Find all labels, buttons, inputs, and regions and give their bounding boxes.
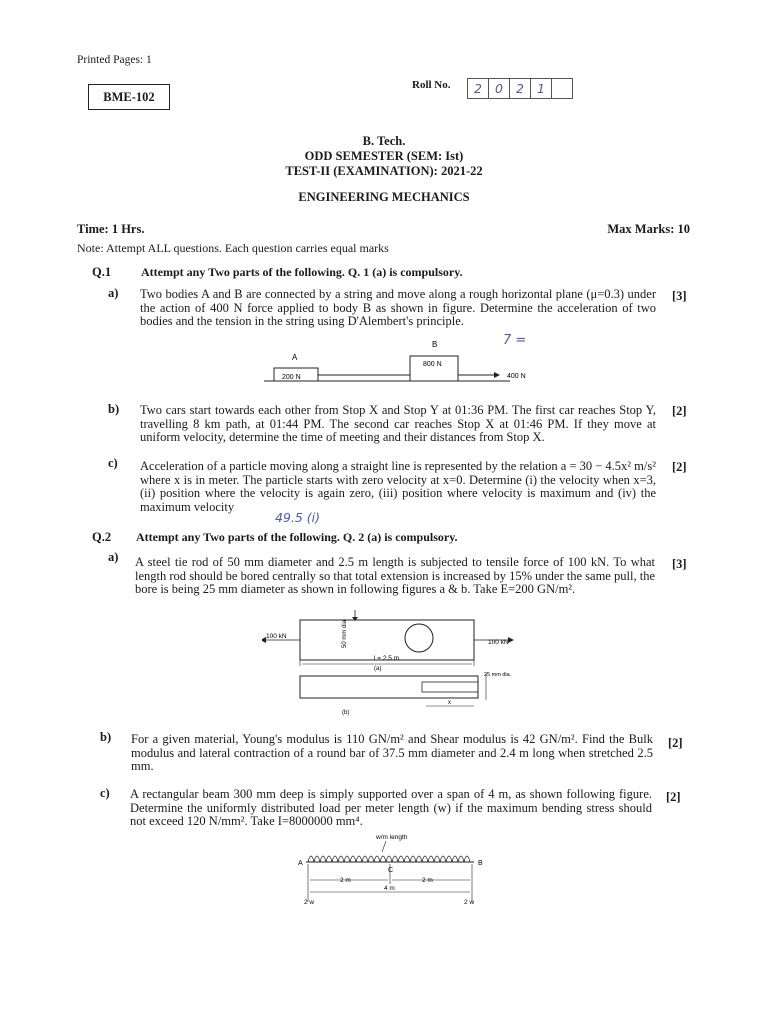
q2c-text: A rectangular beam 300 mm deep is simply supported over a span of 4 m, as shown following figure. Determine the uniformly distributed load per meter length (w) if the maximum bending stress should not exceed 120 N/mm². Take I=8000000 mm⁴. <box>130 787 652 828</box>
q2-number: Q.2 <box>92 530 112 544</box>
program-title: B. Tech. <box>362 134 406 148</box>
exam-title: TEST-II (EXAMINATION): 2021-22 <box>285 164 483 178</box>
body-b <box>410 356 458 381</box>
q1a-text: Two bodies A and B are connected by a string and move along a rough horizontal plane (μ=0.3) under the action of 400 N force applied to body B as shown in figure. Determine the acceleration of two bodies and the tension in the string using D'Alembert's principle. <box>140 287 656 328</box>
subject-title: ENGINEERING MECHANICS <box>298 190 470 204</box>
arrow-head <box>494 372 500 378</box>
note: Note: Attempt ALL questions. Each question carries equal marks <box>77 241 389 255</box>
label-a: A <box>292 353 298 362</box>
course-code: BME-102 <box>88 84 170 110</box>
q2a-marks: [3] <box>672 557 687 571</box>
max-marks-label: Max Marks: 10 <box>607 222 690 236</box>
q2a-figure <box>262 608 542 718</box>
q1b-marks: [2] <box>672 404 687 418</box>
roll-label: Roll No. <box>412 79 451 91</box>
support-a: A <box>298 860 303 867</box>
caption-b: (b) <box>342 710 350 716</box>
rod-a <box>300 620 474 660</box>
q2b-marks: [2] <box>668 736 683 750</box>
rod-b <box>300 676 478 698</box>
arrow-right <box>508 637 514 643</box>
udl-coils <box>308 856 470 862</box>
q1a-marks: [3] <box>672 289 687 303</box>
q2a-label: a) <box>108 550 119 564</box>
printed-pages: Printed Pages: 1 <box>77 54 152 66</box>
force-label: 400 N <box>507 373 526 380</box>
q1b-text: Two cars start towards each other from Stop X and Stop Y at 01:36 PM. The first car reaches Stop Y, travelling 8 km path, at 01:44 PM. The second car reaches Stop X at 01:46 PM. If they move at uniform velocity, determine the time of meeting and their distances from Stop X. <box>140 403 656 444</box>
handwritten-note: 7 = <box>503 333 527 348</box>
q2c-label: c) <box>100 786 110 800</box>
weight-b: 800 N <box>423 361 442 368</box>
roll-digit: 2 <box>467 78 489 99</box>
q1c-marks: [2] <box>672 460 687 474</box>
dim-half-2: 2 m <box>422 877 433 884</box>
q1b-label: b) <box>108 402 120 416</box>
q2c-marks: [2] <box>666 790 681 804</box>
support-b: B <box>478 860 483 867</box>
bore <box>422 682 478 692</box>
q2a-text: A steel tie rod of 50 mm diameter and 2.5 m length is subjected to tensile force of 100 kN. To what length rod should be bored centrally so that total extension is increased by 15% under the same pull, the bore is being 25 mm diameter as shown in following figures a & b. Take E=200 GN/m². <box>135 555 655 596</box>
caption-a: (a) <box>374 666 382 672</box>
reaction-b: 2 w <box>464 899 475 906</box>
q1c-text: Acceleration of a particle moving along a straight line is represented by the relation a = 30 − 4.5x² m/s² where x is in meter. The particle starts with zero velocity at x=0. Determine (i) the velocity when x=3, (ii) position where the velocity is again zero, (iii) position where velocity is maximum and (iv) the maximum velocity <box>140 459 656 514</box>
q2b-text: For a given material, Young's modulus is 110 GN/m² and Shear modulus is 42 GN/m². Find the Bulk modulus and lateral contraction of a round bar of 37.5 mm diameter and 2.4 m long when stretched 2.5 mm. <box>131 732 653 773</box>
dim-half-1: 2 m <box>340 877 351 884</box>
semester-title: ODD SEMESTER (SEM: Ist) <box>304 149 464 163</box>
load-label: w/m length <box>376 834 408 841</box>
length-label: l = 2.5 m <box>374 655 400 662</box>
point-c: C <box>388 867 394 874</box>
label-b: B <box>432 340 438 349</box>
rod-cross-section <box>405 624 433 652</box>
q2c-figure <box>290 830 500 908</box>
force-label-right: 100 kN <box>488 639 509 646</box>
q1-instruction: Attempt any Two parts of the following. Q. 1 (a) is compulsory. <box>141 265 463 279</box>
roll-number-boxes <box>467 78 573 99</box>
time-label: Time: 1 Hrs. <box>77 222 145 236</box>
dia-label: 50 mm dia <box>342 619 348 648</box>
roll-digit: 1 <box>531 78 552 99</box>
roll-digit: 2 <box>510 78 531 99</box>
bore-label: 25 mm dia. <box>484 672 512 678</box>
roll-digit-empty <box>552 78 573 99</box>
weight-a: 200 N <box>282 374 301 381</box>
q1c-label: c) <box>108 456 118 470</box>
force-label-left: 100 kN <box>266 633 287 640</box>
handwritten-answer: 49.5 (i) <box>275 510 321 525</box>
dim-span: 4 m <box>384 885 395 892</box>
reaction-a: 2 w <box>304 899 315 906</box>
q2b-label: b) <box>100 730 112 744</box>
q1a-label: a) <box>108 286 119 300</box>
q2-instruction: Attempt any Two parts of the following. Q. 2 (a) is compulsory. <box>136 530 458 544</box>
q1a-figure <box>260 335 560 395</box>
q1-number: Q.1 <box>92 265 112 279</box>
bore-length-label: x <box>448 700 451 706</box>
roll-digit: 0 <box>489 78 510 99</box>
